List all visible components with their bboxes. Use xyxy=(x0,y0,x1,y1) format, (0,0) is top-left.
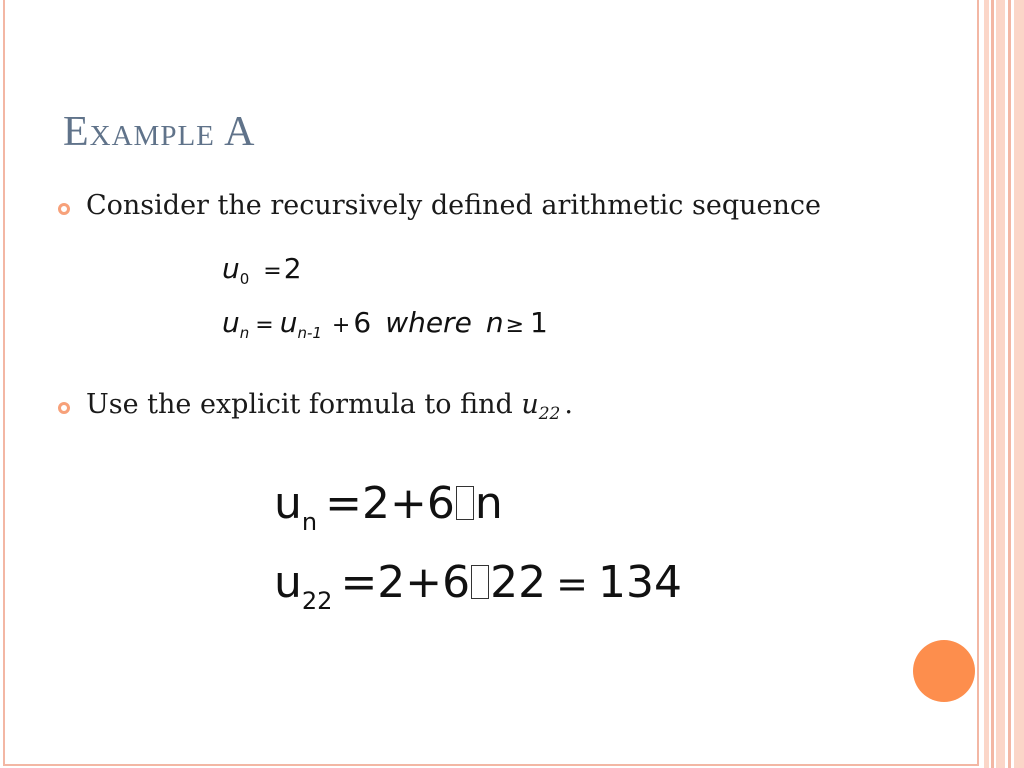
accent-circle xyxy=(913,640,975,702)
slide-title: Example A xyxy=(63,109,256,155)
math-operator: = xyxy=(263,259,282,284)
math-value: 22 xyxy=(490,557,547,608)
math-subscript: 22 xyxy=(301,587,333,615)
bullet-text xyxy=(86,389,573,424)
recursive-line-1 xyxy=(222,252,302,288)
math-var: n xyxy=(485,306,504,339)
bullet-text-main: Use the explicit formula to find xyxy=(86,389,522,420)
math-result: 134 xyxy=(598,557,682,608)
edge-stripe xyxy=(996,0,1005,768)
missing-glyph-icon xyxy=(471,565,489,599)
math-expression: =2+6 xyxy=(325,478,455,529)
edge-stripe xyxy=(1008,0,1011,768)
math-value: 1 xyxy=(530,306,548,339)
bullet-text: Consider the recursively defined arithmetic sequence xyxy=(86,190,821,221)
edge-stripe xyxy=(984,0,989,768)
math-subscript: n xyxy=(239,324,250,342)
math-var: n xyxy=(474,478,503,529)
math-operator: ≥ xyxy=(505,313,524,338)
bullet-icon xyxy=(58,402,70,414)
math-subscript: 22 xyxy=(538,404,561,424)
math-subscript: n-1 xyxy=(297,324,322,342)
math-var: u xyxy=(222,252,240,285)
math-operator: = xyxy=(255,313,274,338)
bullet-icon xyxy=(58,203,70,215)
missing-glyph-icon xyxy=(456,486,474,520)
math-value: 2 xyxy=(283,252,302,285)
explicit-line-2 xyxy=(274,557,682,615)
math-expression: =2+6 xyxy=(340,557,471,608)
math-var: u xyxy=(279,306,298,339)
math-operator: + xyxy=(331,313,351,338)
math-var: u xyxy=(274,478,302,529)
edge-stripe xyxy=(1014,0,1024,768)
math-var: u xyxy=(274,557,302,608)
explicit-line-1 xyxy=(274,478,503,536)
edge-stripe xyxy=(991,0,994,768)
math-subscript: n xyxy=(301,508,318,536)
math-var: u xyxy=(222,306,240,339)
bullet-text-end: . xyxy=(564,389,573,420)
recursive-line-2 xyxy=(222,306,548,342)
math-subscript: 0 xyxy=(239,270,250,288)
math-operator: = xyxy=(556,562,589,606)
math-value: 6 xyxy=(353,306,372,339)
math-var: u xyxy=(521,389,539,420)
math-where: where xyxy=(385,306,472,339)
